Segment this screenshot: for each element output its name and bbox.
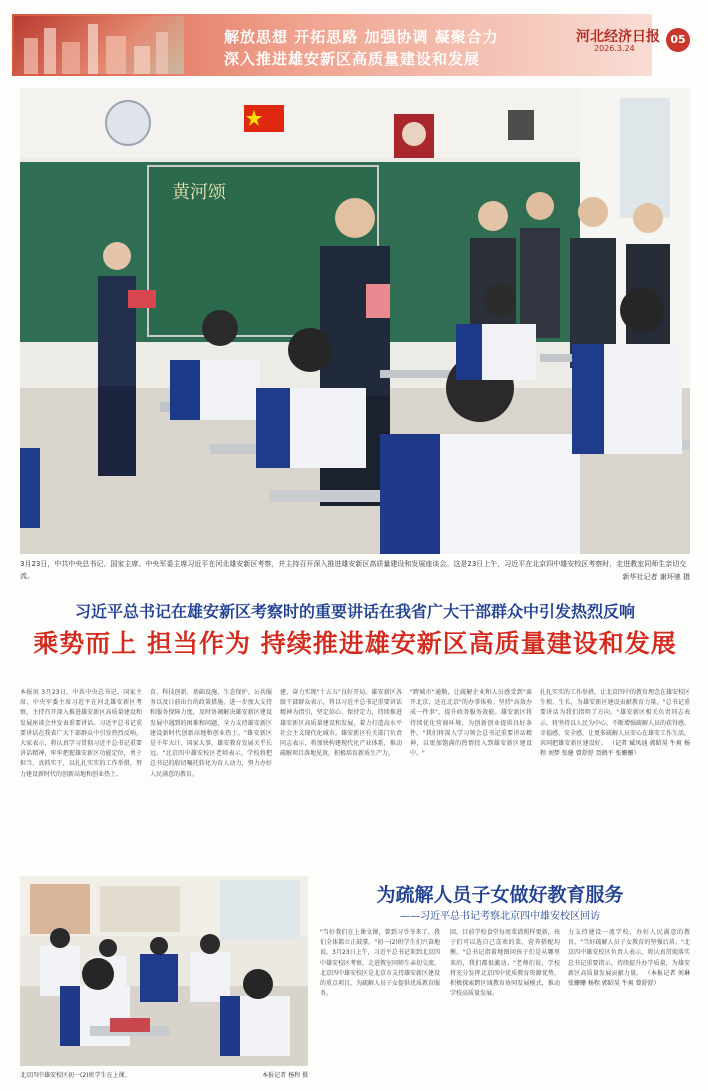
article-column-1: 本报讯 3月23日，中共中央总书记、国家主席、中央军委主席习近平在河北雄安新区考察，主持召开深入推进雄安新区高质量建设和发展座谈会并发表重要讲话。习近平总书记重要讲话在我省广大干部群众中引发热烈反响。大家表示，将认真学习贯彻习近平总书记重要讲话精神，牢牢把握雄安新区功能定位，勇于担当，真抓实干，以扎扎实实的工作举措，努力建设新时代的创新高地和创业热土。 xyxy=(20,689,142,778)
secondary-column-3-text: 力支持建设一流学校，办好人民满意的教育。"当好疏解人员子女教育的坚强后盾。"北京四中雄安校区负责人表示，将认真贯彻落实总书记重要指示，持续提升办学质量，为雄安新区高质量发展贡献力量。 xyxy=(568,929,690,977)
article-byline: （记者 臧凤迪 郭昭昊 牛爽 杨程 刘梦 张健 曾舒舒 贾鹤平 张姗姗） xyxy=(540,740,690,758)
slogan-line-1: 解放思想 开拓思路 加强协调 凝聚合力 xyxy=(224,28,499,46)
publication-date: 2026.3.24 xyxy=(594,44,635,53)
secondary-photo-credit: 本报记者 杨程 摄 xyxy=(262,1072,308,1079)
city-skyline-illustration xyxy=(14,16,184,74)
secondary-subtitle: ——习近平总书记考察北京四中雄安校区回访 xyxy=(400,911,600,922)
article-column-2: 育、科技创新、基础设施、生态保护、公共服务以及日前出台的政策措施，进一步加大支持和服务保障力度，及时协调解决雄安新区建设发展中遇到的困难和问题，全力支持雄安新区建设新时代创新高地和创业热土。"雄安新区是千年大计、国家大事，雄安教育发展关乎长远。"北京四中雄安校区老师表示，学校将把总书记的殷切嘱托转化为育人动力，努力办好人民满意的教育。 xyxy=(150,689,272,778)
classroom-scene-illustration xyxy=(20,88,690,554)
secondary-column-2: 回，目前学校食堂每周菜谱照样更新，孩子们可以选自己喜欢的菜，营养搭配均衡。"总书记指着地图问孩子们是从哪里来的，我们都很激动。"老师们说，学校将充分发挥北京四中优质教育资源优势，积极探索跨区域教育协同发展模式，推动学校高质量发展。 xyxy=(450,929,560,998)
secondary-byline: （本报记者 刘琳 张姗姗 杨程 郭昭昊 牛爽 曾舒舒） xyxy=(568,969,690,988)
photo-credit: 新华社记者 谢环驰 摄 xyxy=(622,573,690,581)
slogan-line-2: 深入推进雄安新区高质量建设和发展 xyxy=(224,50,481,68)
slogan-banner-photo xyxy=(14,16,184,74)
article-column-5 xyxy=(540,688,690,848)
secondary-headline: 为疏解人员子女做好教育服务 xyxy=(376,884,624,906)
secondary-news-photo xyxy=(20,876,308,1066)
article-headline: 乘势而上 担当作为 持续推进雄安新区高质量建设和发展 xyxy=(33,629,677,658)
students-in-class-illustration xyxy=(20,876,308,1066)
article-column-4: "跨城市"通勤，让疏解企业和人员感受到"离开北京，还在北京"的办事体验。坚持"高效办成一件事"，提升政务服务效能。雄安新区将持续优化营商环境，为创新创业提供良好条件。"我们将深入学习领会总书记重要讲话精神，以更加饱满的热情投入到雄安新区建设中。" xyxy=(410,689,532,758)
newspaper-masthead: 河北经济日报 xyxy=(576,29,660,45)
photo-caption: 3月23日，中共中央总书记、国家主席、中央军委主席习近平在河北雄安新区考察，并主持召开深入推进雄安新区高质量建设和发展座谈会。这是23日上午，习近平在北京四中雄安校区考察时，走进教室同师生亲切交流。 xyxy=(20,560,687,580)
page-header xyxy=(0,0,708,78)
secondary-column-3 xyxy=(568,928,690,1078)
article-column-3: 建，奋力实现"十五五"良好开局。雄安新区各级干部群众表示，将以习近平总书记重要讲话精神为指引，坚定信心、保持定力，持续推进雄安新区高质量建设和发展，着力打造高水平社会主义现代化城市。雄安新区有关部门负责同志表示，将加快构建现代化产业体系，推动疏解项目落地见效，积极培育新质生产力。 xyxy=(280,689,402,758)
main-news-photo xyxy=(20,88,690,554)
article-kicker: 习近平总书记在雄安新区考察时的重要讲话在我省广大干部群众中引发热烈反响 xyxy=(74,602,635,621)
page-number-badge: 05 xyxy=(666,28,690,52)
secondary-photo-caption: 北京四中雄安校区初一(2)班学生在上课。 xyxy=(20,1072,131,1079)
chalkboard-writing: 黄河颂 xyxy=(172,182,226,203)
article-column-5-text: 扎扎实实的工作举措，让北京四中的教育理念在雄安校区生根、生长，为雄安新区建设贡献教育力量。"总书记重要讲话为我们指明了方向。"雄安新区相关负责同志表示，将坚持以人民为中心，不断增强疏解人员的获得感、幸福感、安全感，让更多疏解人员安心在雄安工作生活，共同把雄安新区建设好。 xyxy=(540,689,690,748)
secondary-column-1: "当好我们在上课文课，曾到习爷爷来了，我们全体都立正鼓掌。"初一(2)班学生们兴奋地说。3月23日上午，习近平总书记来到北京四中雄安校区考察，走进教室同师生亲切交流。北京四中雄安校区是北京市支持雄安新区建设的重点项目，为疏解人员子女提供优质教育服务。 xyxy=(320,929,440,998)
